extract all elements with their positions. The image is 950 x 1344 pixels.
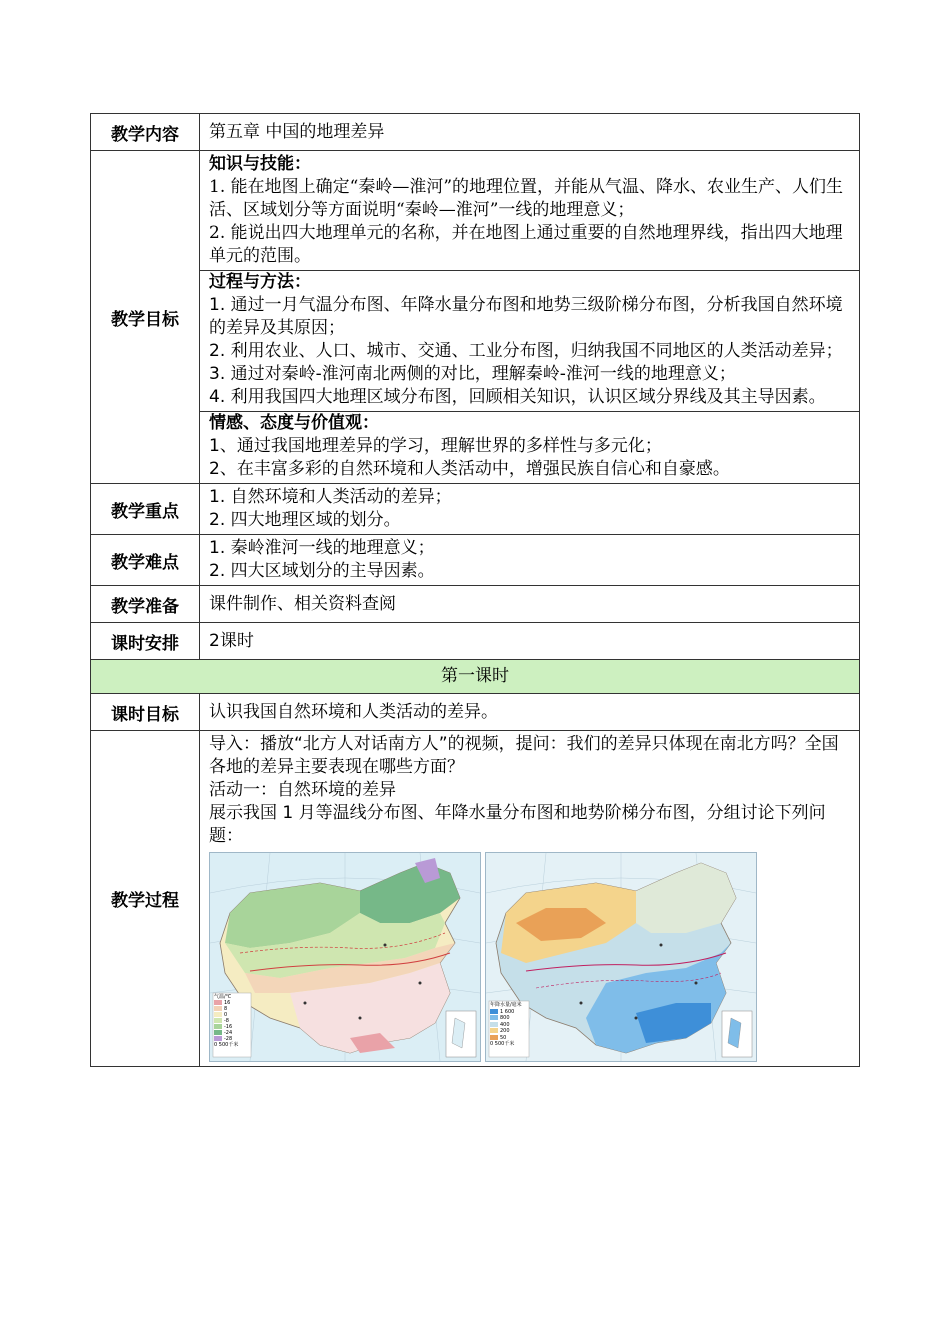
emotion-item-1: 1、通过我国地理差异的学习，理解世界的多样性与多元化； <box>209 436 662 456</box>
map-figures <box>209 852 851 1062</box>
legend-swatch <box>214 1012 222 1017</box>
precipitation-scale: 0 500千米 <box>490 1041 515 1047</box>
label-objectives: 教学目标 <box>91 151 200 484</box>
precipitation-map <box>485 852 757 1062</box>
legend-value: -8 <box>224 1018 229 1024</box>
legend-swatch <box>490 1035 498 1040</box>
legend-swatch <box>214 1030 222 1035</box>
row-lesson1-header <box>91 660 860 694</box>
legend-swatch <box>490 1028 498 1033</box>
objectives-cell <box>200 151 860 484</box>
label-preparation: 教学准备 <box>91 586 200 623</box>
knowledge-item-1: 1. 能在地图上确定“秦岭—淮河”的地理位置，并能从气温、降水、农业生产、人们生活、区域划分等方面说明“秦岭—淮河”一线的地理意义； <box>209 177 844 220</box>
precipitation-legend <box>490 1002 528 1048</box>
row-difficulties <box>91 535 860 586</box>
row-key-points <box>91 484 860 535</box>
legend-swatch <box>214 1006 222 1011</box>
difficulty-2: 2. 四大区域划分的主导因素。 <box>209 561 435 581</box>
emotion-section <box>200 411 859 481</box>
knowledge-item-2: 2. 能说出四大地理单元的名称，并在地图上通过重要的自然地理界线，指出四大地理单元的范围。 <box>209 223 843 266</box>
legend-value: 800 <box>500 1015 510 1021</box>
legend-value: 400 <box>500 1021 510 1028</box>
knowledge-section <box>209 153 851 268</box>
legend-value: -28 <box>224 1036 233 1042</box>
preparation-value: 课件制作、相关资料查阅 <box>200 586 860 623</box>
legend-swatch <box>490 1015 498 1020</box>
process-line-1: 导入：播放“北方人对话南方人”的视频，提问：我们的差异只体现在南北方吗？全国各地的差异主要表现在哪些方面？ <box>209 734 839 777</box>
legend-swatch <box>490 1009 498 1014</box>
label-lesson1-goal: 课时目标 <box>91 694 200 731</box>
label-content: 教学内容 <box>91 114 200 151</box>
label-schedule: 课时安排 <box>91 623 200 660</box>
label-key-points: 教学重点 <box>91 484 200 535</box>
content-value: 第五章 中国的地理差异 <box>200 114 860 151</box>
row-preparation <box>91 586 860 623</box>
label-lesson1-process: 教学过程 <box>91 731 200 1067</box>
legend-value: 0 <box>224 1012 228 1018</box>
process-item-4: 4. 利用我国四大地理区域分布图，回顾相关知识，认识区域分界线及其主导因素。 <box>209 387 826 407</box>
process-section <box>200 270 859 409</box>
precipitation-legend-title: 年降水量/毫米 <box>490 1002 522 1008</box>
legend-value: -24 <box>224 1030 233 1036</box>
temperature-legend <box>214 994 250 1048</box>
lesson1-process-cell <box>200 731 860 1067</box>
knowledge-title: 知识与技能： <box>209 154 311 174</box>
legend-swatch <box>214 1036 222 1041</box>
key-point-2: 2. 四大地理区域的划分。 <box>209 510 401 530</box>
emotion-item-2: 2、在丰富多彩的自然环境和人类活动中，增强民族自信心和自豪感。 <box>209 459 730 479</box>
legend-value: 50 <box>500 1034 507 1041</box>
process-line-3: 展示我国 1 月等温线分布图、年降水量分布图和地势阶梯分布图，分组讨论下列问题： <box>209 803 826 846</box>
row-schedule <box>91 623 860 660</box>
legend-value: 16 <box>224 1000 231 1006</box>
key-points-cell <box>200 484 860 535</box>
row-lesson1-goal <box>91 694 860 731</box>
temperature-map-svg <box>210 853 480 1061</box>
temperature-map <box>209 852 481 1062</box>
row-objectives <box>91 151 860 484</box>
process-item-1: 1. 通过一月气温分布图、年降水量分布图和地势三级阶梯分布图，分析我国自然环境的差异及其原因； <box>209 295 843 338</box>
process-line-2: 活动一：自然环境的差异 <box>209 780 396 800</box>
schedule-value: 2课时 <box>200 623 860 660</box>
lesson-plan-table <box>90 113 860 1067</box>
temperature-legend-title: 气温/℃ <box>214 994 232 1000</box>
emotion-title: 情感、态度与价值观： <box>209 413 379 433</box>
legend-swatch <box>214 1000 222 1005</box>
difficulty-1: 1. 秦岭淮河一线的地理意义； <box>209 538 435 558</box>
row-content <box>91 114 860 151</box>
legend-swatch <box>490 1022 498 1027</box>
process-title: 过程与方法： <box>209 272 311 292</box>
legend-value: -16 <box>224 1024 233 1030</box>
lesson1-goal: 认识我国自然环境和人类活动的差异。 <box>200 694 860 731</box>
legend-swatch <box>214 1024 222 1029</box>
legend-value: 8 <box>224 1006 228 1012</box>
label-difficulties: 教学难点 <box>91 535 200 586</box>
row-lesson1-process <box>91 731 860 1067</box>
key-point-1: 1. 自然环境和人类活动的差异； <box>209 487 452 507</box>
process-item-2: 2. 利用农业、人口、城市、交通、工业分布图，归纳我国不同地区的人类活动差异； <box>209 341 843 361</box>
temperature-scale: 0 500千米 <box>214 1042 239 1048</box>
legend-swatch <box>214 1018 222 1023</box>
difficulties-cell <box>200 535 860 586</box>
lesson1-header: 第一课时 <box>91 660 860 694</box>
legend-value: 200 <box>500 1028 510 1034</box>
legend-value: 1 600 <box>500 1008 515 1015</box>
process-item-3: 3. 通过对秦岭-淮河南北两侧的对比，理解秦岭-淮河一线的地理意义； <box>209 364 736 384</box>
